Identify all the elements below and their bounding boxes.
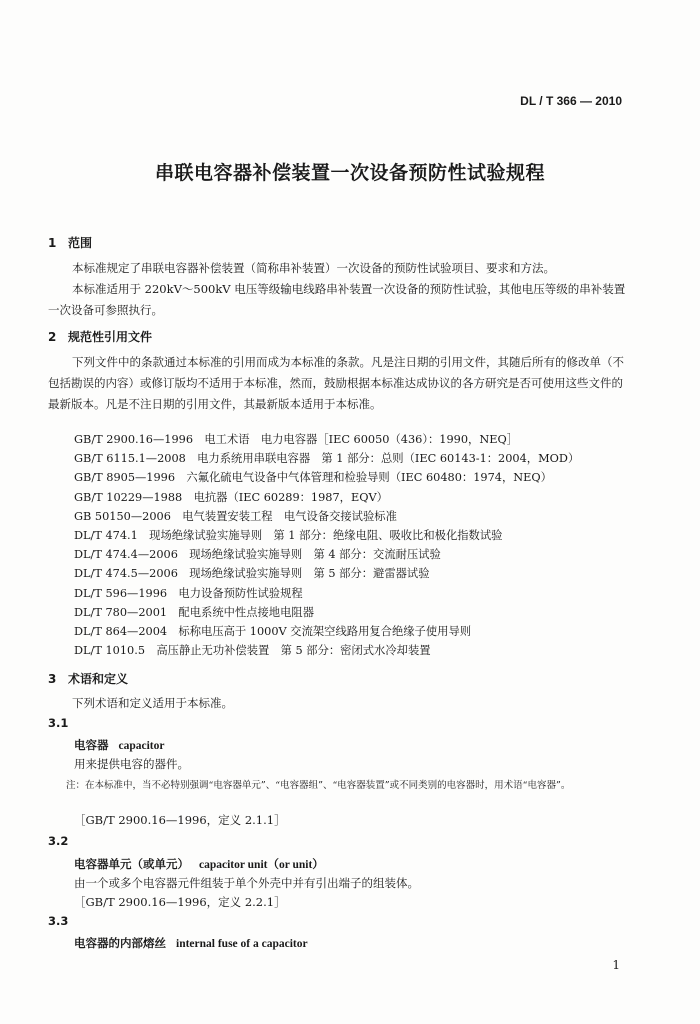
reference-item bbox=[74, 622, 579, 641]
paragraph-text: 下列术语和定义适用于本标准。 bbox=[72, 696, 233, 710]
section-title: 范围 bbox=[68, 236, 93, 250]
reference-list bbox=[74, 430, 579, 660]
reference-code: DL/T 596—1996 bbox=[74, 586, 168, 600]
reference-title: 标称电压高于 1000V 交流架空线路用复合绝缘子使用导则 bbox=[178, 625, 472, 639]
section-1-paragraph-2 bbox=[48, 279, 628, 321]
term-source: ［GB/T 2900.16—1996，定义 2.1.1］ bbox=[74, 813, 286, 827]
reference-code: DL/T 864—2004 bbox=[74, 625, 168, 639]
term-chinese: 电容器的内部熔丝 bbox=[74, 936, 166, 950]
reference-title: 电抗器（IEC 60289：1987，EQV） bbox=[193, 490, 388, 504]
reference-title: 六氟化硫电气设备中气体管理和检验导则（IEC 60480：1974，NEQ） bbox=[186, 471, 552, 485]
note-text: 在本标准中，当不必特别强调“电容器单元”、“电容器组”、“电容器装置”或不同类别的电容器时，用术语“电容器”。 bbox=[85, 780, 571, 791]
reference-item bbox=[74, 564, 579, 583]
reference-title: 现场绝缘试验实施导则 第 1 部分：绝缘电阻、吸收比和极化指数试验 bbox=[149, 529, 503, 543]
reference-code: GB/T 8905—1996 bbox=[74, 471, 176, 485]
section-1-paragraph-1 bbox=[48, 258, 628, 279]
term-number: 3.1 bbox=[48, 716, 69, 730]
document-title: 串联电容器补偿装置一次设备预防性试验规程 bbox=[154, 162, 545, 184]
page-number: 1 bbox=[612, 958, 620, 972]
reference-title: 高压静止无功补偿装置 第 5 部分：密闭式水冷却装置 bbox=[156, 644, 431, 658]
reference-code: GB/T 10229—1988 bbox=[74, 490, 183, 504]
reference-code: DL/T 474.4—2006 bbox=[74, 548, 178, 562]
note-label: 注： bbox=[66, 780, 86, 791]
term-source: ［GB/T 2900.16—1996，定义 2.2.1］ bbox=[74, 895, 286, 909]
reference-code: DL/T 1010.5 bbox=[74, 644, 146, 658]
paragraph-text: 下列文件中的条款通过本标准的引用而成为本标准的条款。凡是注日期的引用文件，其随后所有的修改单（不包括勘误的内容）或修订版均不适用于本标准，然而，鼓励根据本标准达成协议的各方研究是否可使用这些文件的最新版本。凡是不注日期的引用文件，其最新版本适用于本标准。 bbox=[48, 355, 624, 411]
reference-code: DL/T 474.1 bbox=[74, 529, 138, 543]
term-heading bbox=[74, 737, 164, 753]
section-number: 3 bbox=[48, 672, 57, 686]
reference-item bbox=[74, 584, 579, 603]
reference-item bbox=[74, 641, 579, 660]
term-heading bbox=[74, 856, 324, 872]
term-number: 3.2 bbox=[48, 834, 69, 848]
section-1-heading bbox=[48, 234, 92, 251]
section-2-heading bbox=[48, 328, 152, 345]
reference-item bbox=[74, 603, 579, 622]
reference-code: GB 50150—2006 bbox=[74, 509, 171, 523]
reference-title: 电力系统用串联电容器 第 1 部分：总则（IEC 60143-1：2004，MOD） bbox=[197, 452, 580, 466]
reference-title: 配电系统中性点接地电阻器 bbox=[178, 605, 314, 619]
reference-item bbox=[74, 430, 579, 449]
term-english: capacitor bbox=[118, 740, 165, 752]
reference-code: DL/T 474.5—2006 bbox=[74, 567, 178, 581]
reference-item bbox=[74, 507, 579, 526]
term-number: 3.3 bbox=[48, 914, 69, 928]
reference-title: 现场绝缘试验实施导则 第 4 部分：交流耐压试验 bbox=[189, 548, 441, 562]
term-heading bbox=[74, 935, 308, 951]
reference-code: DL/T 780—2001 bbox=[74, 605, 168, 619]
reference-item bbox=[74, 526, 579, 545]
term-definition: 用来提供电容的器件。 bbox=[74, 757, 189, 771]
paragraph-text: 本标准适用于 220kV～500kV 电压等级输电线路串补装置一次设备的预防性试验，其他电压等级的串补装置一次设备可参照执行。 bbox=[48, 282, 626, 317]
reference-code: GB/T 6115.1—2008 bbox=[74, 452, 186, 466]
term-english: internal fuse of a capacitor bbox=[176, 938, 308, 950]
term-chinese: 电容器 bbox=[74, 738, 109, 752]
section-3-heading bbox=[48, 670, 128, 687]
section-number: 1 bbox=[48, 236, 57, 250]
reference-item bbox=[74, 468, 579, 487]
document-code: DL / T 366 — 2010 bbox=[520, 94, 622, 108]
section-title: 术语和定义 bbox=[68, 672, 129, 686]
section-3-intro bbox=[48, 693, 628, 714]
section-title: 规范性引用文件 bbox=[68, 330, 153, 344]
paragraph-text: 本标准规定了串联电容器补偿装置（简称串补装置）一次设备的预防性试验项目、要求和方法。 bbox=[72, 261, 555, 275]
term-note bbox=[66, 776, 636, 795]
term-chinese: 电容器单元（或单元） bbox=[74, 857, 189, 871]
reference-item bbox=[74, 545, 579, 564]
reference-item bbox=[74, 488, 579, 507]
reference-title: 现场绝缘试验实施导则 第 5 部分：避雷器试验 bbox=[189, 567, 430, 581]
term-english: capacitor unit（or unit） bbox=[199, 859, 324, 871]
term-definition: 由一个或多个电容器元件组装于单个外壳中并有引出端子的组装体。 bbox=[74, 876, 419, 890]
reference-title: 电工术语 电力电容器［IEC 60050（436）：1990，NEQ］ bbox=[204, 433, 519, 446]
reference-title: 电力设备预防性试验规程 bbox=[178, 586, 303, 600]
reference-item bbox=[74, 449, 579, 468]
section-number: 2 bbox=[48, 330, 57, 344]
reference-code: GB/T 2900.16—1996 bbox=[74, 433, 194, 446]
section-2-intro bbox=[48, 352, 628, 415]
reference-title: 电气装置安装工程 电气设备交接试验标准 bbox=[182, 509, 397, 523]
